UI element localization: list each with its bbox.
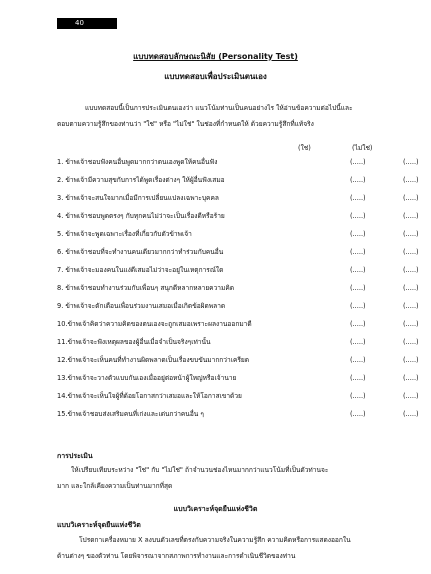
question-row <box>57 405 419 423</box>
question-row <box>57 351 419 369</box>
question-row <box>57 207 419 225</box>
question-row <box>57 279 419 297</box>
question-text: 6. ข้าพเจ้าชอบที่จะทำงานคนเดียวมากกว่าทำร่วมกับคนอื่น <box>57 248 224 256</box>
question-row <box>57 315 419 333</box>
answer-yes-blank[interactable]: (.....) <box>350 356 366 364</box>
question-text: 2. ข้าพเจ้ามีความสุขกับการได้พูดเรื่องต่างๆ ให้ผู้อื่นฟังเสมอ <box>57 176 225 184</box>
answer-no-blank[interactable]: (.....) <box>403 374 419 382</box>
section-2-title: แบบวิเคราะห์จุดยืนแห่งชีวิต <box>173 505 258 513</box>
answer-no-blank[interactable]: (.....) <box>403 410 419 418</box>
section-2-line-1: โปรดกาเครื่องหมาย X ลงบนตัวเลขที่ตรงกับความจริงในความรู้สึก ความคิดหรือการแสดงออกใน <box>79 536 351 544</box>
intro-line-2: ตอบตามความรู้สึกของท่านว่า "ใช่" หรือ "ไม่ใช่" ในช่องที่กำหนดให้ ด้วยความรู้สึกที่แท้จริง <box>57 120 314 128</box>
answer-yes-blank[interactable]: (.....) <box>350 302 366 310</box>
column-header-yes: (ใช่) <box>298 144 311 152</box>
question-row <box>57 333 419 351</box>
question-list <box>57 153 419 423</box>
section-2-paragraph <box>57 532 377 564</box>
answer-yes-blank[interactable]: (.....) <box>350 230 366 238</box>
question-text: 8. ข้าพเจ้าชอบทำงานร่วมกับเพื่อนๆ สนุกดีหลากหลายความคิด <box>57 284 235 292</box>
question-text: 9. ข้าพเจ้าจะตักเตือนเพื่อนร่วมงานเสมอเมื่อเกิดข้อผิดพลาด <box>57 302 226 310</box>
document-title: แบบทดสอบลักษณะนิสัย (Personality Test) <box>133 52 298 61</box>
answer-no-blank[interactable]: (.....) <box>403 176 419 184</box>
document-subtitle: แบบทดสอบเพื่อประเมินตนเอง <box>164 72 267 81</box>
question-text: 5. ข้าพเจ้าจะพูดเฉพาะเรื่องที่เกี่ยวกับตัวข้าพเจ้า <box>57 230 192 238</box>
question-text: 13.ข้าพเจ้าจะวางตัวแบบกันเองเมื่ออยู่ต่อหน้าผู้ใหญ่หรือเจ้านาย <box>57 374 237 382</box>
answer-no-blank[interactable]: (.....) <box>403 338 419 346</box>
question-row <box>57 387 419 405</box>
answer-no-blank[interactable]: (.....) <box>403 248 419 256</box>
section-2-line-2: ด้านต่างๆ ของตัวท่าน โดยพิจารณาจากสภาพการทำงานและการดำเนินชีวิตของท่าน <box>57 552 296 560</box>
intro-line-1: แบบทดสอบนี้เป็นการประเมินตนเองว่า แนวโน้มท่านเป็นคนอย่างไร ให้อ่านข้อความต่อไปนี้และ <box>85 104 353 112</box>
answer-no-blank[interactable]: (.....) <box>403 302 419 310</box>
question-row <box>57 225 419 243</box>
answer-yes-blank[interactable]: (.....) <box>350 284 366 292</box>
answer-no-blank[interactable]: (.....) <box>403 284 419 292</box>
question-text: 14.ข้าพเจ้าจะเห็นใจผู้ที่ด้อยโอกาสกว่าเสมอและให้โอกาสเขาด้วย <box>57 392 242 400</box>
page-number-badge: 40 <box>57 18 117 29</box>
question-row <box>57 243 419 261</box>
question-text: 15.ข้าพเจ้าชอบส่งเสริมคนที่เก่งและเด่นกว่าคนอื่น ๆ <box>57 410 204 418</box>
question-row <box>57 369 419 387</box>
question-row <box>57 297 419 315</box>
question-text: 3. ข้าพเจ้าจะสนใจมากเมื่อมีการเปลี่ยนแปลงเฉพาะบุคคล <box>57 194 219 202</box>
question-row <box>57 153 419 171</box>
answer-yes-blank[interactable]: (.....) <box>350 248 366 256</box>
question-text: 7. ข้าพเจ้าจะมองคนในแง่ดีเสมอไม่ว่าจะอยู่ในเหตุการณ์ใด <box>57 266 224 274</box>
answer-no-blank[interactable]: (.....) <box>403 320 419 328</box>
evaluation-paragraph <box>57 462 377 494</box>
answer-yes-blank[interactable]: (.....) <box>350 410 366 418</box>
answer-yes-blank[interactable]: (.....) <box>350 374 366 382</box>
answer-no-blank[interactable]: (.....) <box>403 266 419 274</box>
answer-no-blank[interactable]: (.....) <box>403 194 419 202</box>
question-text: 4. ข้าพเจ้าชอบพูดตรงๆ กับทุกคนไม่ว่าจะเป็นเรื่องดีหรือร้าย <box>57 212 225 220</box>
question-row <box>57 261 419 279</box>
intro-paragraph <box>57 100 377 132</box>
question-text: 1. ข้าพเจ้าชอบฟังคนอื่นพูดมากกว่าตนเองพูดให้คนอื่นฟัง <box>57 158 218 166</box>
evaluation-line-1: ให้เปรียบเทียบระหว่าง "ใช่" กับ "ไม่ใช่" ถ้าจำนวนช่องไหนมากกว่าแนวโน้มที่เป็นตัวท่านจะ <box>71 466 329 474</box>
question-text: 12.ข้าพเจ้าจะเห็นคนที่ทำงานผิดพลาดเป็นเรื่องขบขันมากกว่าเครียด <box>57 356 250 364</box>
answer-yes-blank[interactable]: (.....) <box>350 212 366 220</box>
evaluation-line-2: มาก และใกล้เคียงความเป็นท่านมากที่สุด <box>57 482 173 490</box>
answer-no-blank[interactable]: (.....) <box>403 356 419 364</box>
answer-yes-blank[interactable]: (.....) <box>350 392 366 400</box>
answer-no-blank[interactable]: (.....) <box>403 392 419 400</box>
question-text: 10.ข้าพเจ้าคิดว่าความคิดของตนเองจะถูกเสมอเพราะผลงานออกมาดี <box>57 320 252 328</box>
evaluation-heading: การประเมิน <box>57 452 93 460</box>
answer-yes-blank[interactable]: (.....) <box>350 320 366 328</box>
answer-no-blank[interactable]: (.....) <box>403 230 419 238</box>
answer-yes-blank[interactable]: (.....) <box>350 158 366 166</box>
answer-no-blank[interactable]: (.....) <box>403 158 419 166</box>
question-row <box>57 189 419 207</box>
question-row <box>57 171 419 189</box>
answer-no-blank[interactable]: (.....) <box>403 212 419 220</box>
answer-yes-blank[interactable]: (.....) <box>350 194 366 202</box>
answer-yes-blank[interactable]: (.....) <box>350 266 366 274</box>
answer-yes-blank[interactable]: (.....) <box>350 176 366 184</box>
section-2-subheading: แบบวิเคราะห์จุดยืนแห่งชีวิต <box>57 521 141 529</box>
question-text: 11.ข้าพเจ้าจะฟังเหตุผลของผู้อื่นเมื่อจำเป็นจริงๆเท่านั้น <box>57 338 211 346</box>
answer-yes-blank[interactable]: (.....) <box>350 338 366 346</box>
column-header-no: (ไม่ใช่) <box>352 144 373 152</box>
